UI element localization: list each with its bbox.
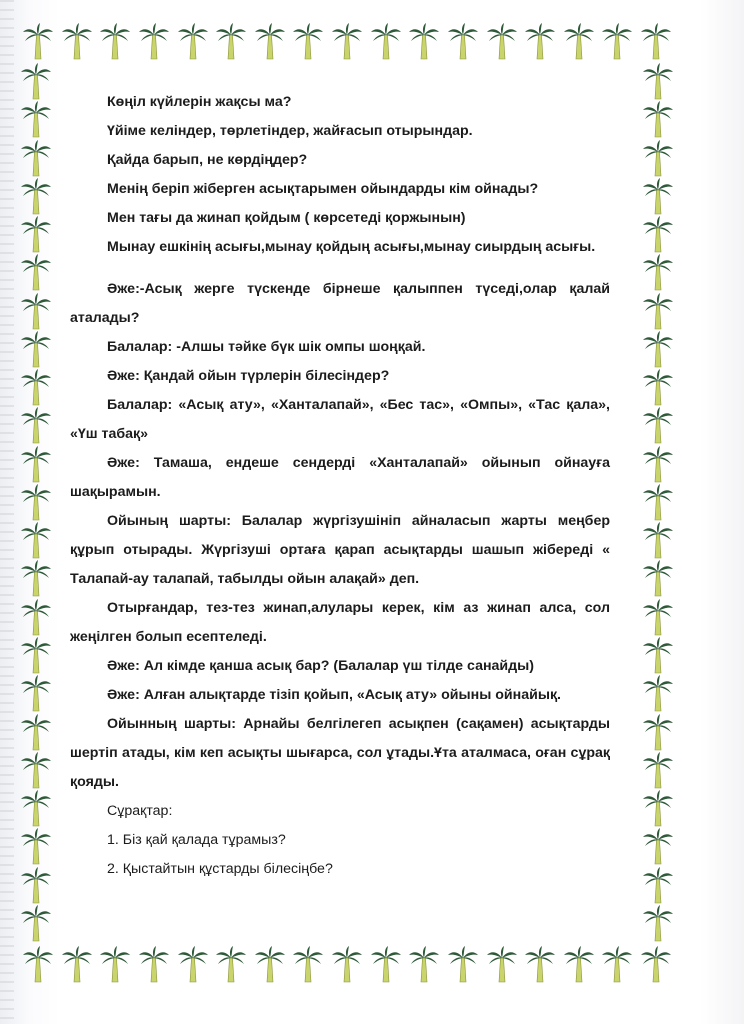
palm-tree-icon [61,945,93,983]
paragraph: Ойынның шарты: Арнайы белгілегеп асықпен (сақамен) асықтарды шертіп атады, кім кеп асықты шығарса, сол ұтады.Ұта аталмаса, оған сұрақ қояды. [70,716,610,790]
palm-tree-icon [331,22,363,60]
palm-tree-icon [20,751,52,789]
palm-tree-icon [563,22,595,60]
paragraph: Балалар: -Алшы тәйке бүк шік омпы шоңқай. [107,339,426,355]
palm-tree-icon [642,636,674,674]
palm-tree-icon [20,330,52,368]
palm-tree-icon [20,215,52,253]
palm-border-right [642,62,674,942]
palm-tree-icon [642,904,674,942]
palm-tree-icon [642,751,674,789]
paragraph: Қайда барып, не көрдіңдер? [107,152,308,168]
palm-tree-icon [642,598,674,636]
palm-tree-icon [138,22,170,60]
palm-tree-icon [408,945,440,983]
palm-tree-icon [642,177,674,215]
paragraph: Үйіме келіндер, төрлетіндер, жайғасып отырындар. [107,123,473,139]
palm-tree-icon [20,62,52,100]
palm-border-top [22,22,672,60]
palm-tree-icon [642,292,674,330]
palm-tree-icon [640,22,672,60]
palm-tree-icon [20,177,52,215]
palm-tree-icon [215,22,247,60]
palm-tree-icon [292,22,324,60]
palm-tree-icon [254,945,286,983]
palm-tree-icon [20,139,52,177]
palm-border-left [20,62,52,942]
palm-border-bottom [22,945,672,983]
palm-tree-icon [20,789,52,827]
palm-tree-icon [642,827,674,865]
paragraph: Балалар: «Асық ату», «Ханталапай», «Бес тас», «Омпы», «Тас қала», «Үш табақ» [70,397,610,442]
palm-tree-icon [20,598,52,636]
paragraph: Әже: Қандай ойын түрлерін білесіндер? [107,368,390,384]
palm-tree-icon [524,945,556,983]
palm-tree-icon [20,866,52,904]
palm-tree-icon [20,445,52,483]
paragraph: Әже: Алған алықтарде тізіп қойып, «Асық ату» ойыны ойнайық. [107,687,561,703]
paragraph: Әже: Ал кімде қанша асық бар? (Балалар үш тілде санайды) [107,658,534,674]
palm-tree-icon [370,22,402,60]
palm-tree-icon [20,827,52,865]
palm-tree-icon [642,559,674,597]
palm-tree-icon [20,521,52,559]
palm-tree-icon [601,945,633,983]
palm-tree-icon [20,253,52,291]
document-body [70,88,610,884]
palm-tree-icon [20,100,52,138]
palm-tree-icon [524,22,556,60]
paragraph: Әже: Тамаша, ендеше сендерді «Ханталапай» ойынып ойнауға шақырамын. [70,455,610,500]
palm-tree-icon [20,292,52,330]
palm-tree-icon [486,22,518,60]
question-item: 1. Біз қай қалада тұрамыз? [107,832,286,848]
palm-tree-icon [254,22,286,60]
palm-tree-icon [486,945,518,983]
palm-tree-icon [642,406,674,444]
palm-tree-icon [642,866,674,904]
palm-tree-icon [292,945,324,983]
palm-tree-icon [22,945,54,983]
palm-tree-icon [640,945,672,983]
palm-tree-icon [447,22,479,60]
palm-tree-icon [20,406,52,444]
palm-tree-icon [601,22,633,60]
palm-tree-icon [177,22,209,60]
palm-tree-icon [408,22,440,60]
palm-tree-icon [642,445,674,483]
palm-tree-icon [642,215,674,253]
palm-tree-icon [642,330,674,368]
palm-tree-icon [61,22,93,60]
palm-tree-icon [215,945,247,983]
palm-tree-icon [331,945,363,983]
palm-tree-icon [99,22,131,60]
palm-tree-icon [642,100,674,138]
palm-tree-icon [20,559,52,597]
palm-tree-icon [642,789,674,827]
palm-tree-icon [642,253,674,291]
palm-tree-icon [642,62,674,100]
palm-tree-icon [20,904,52,942]
palm-tree-icon [642,713,674,751]
questions-heading: Сұрақтар: [107,803,173,819]
palm-tree-icon [563,945,595,983]
paragraph: Мен тағы да жинап қойдым ( көрсетеді қоржынын) [107,210,466,226]
palm-tree-icon [20,368,52,406]
palm-tree-icon [20,483,52,521]
paragraph: Мынау ешкінің асығы,мынау қойдың асығы,мынау сиырдың асығы. [107,239,596,255]
palm-tree-icon [99,945,131,983]
paragraph: Көңіл күйлерін жақсы ма? [107,94,292,110]
palm-tree-icon [22,22,54,60]
paragraph: Отырғандар, тез-тез жинап,алулары керек, кім аз жинап алса, сол жеңілген болып есептеледі. [70,600,610,645]
palm-tree-icon [20,674,52,712]
palm-tree-icon [370,945,402,983]
question-item: 2. Қыстайтын құстарды білесіңбе? [107,861,333,877]
palm-tree-icon [642,368,674,406]
paragraph: Әже:-Асық жерге түскенде бірнеше қалыппен түседі,олар қалай аталады? [70,281,610,326]
paragraph: Менің беріп жіберген асықтарымен ойындарды кім ойнады? [107,181,539,197]
palm-tree-icon [447,945,479,983]
palm-tree-icon [20,636,52,674]
palm-tree-icon [642,674,674,712]
palm-tree-icon [642,139,674,177]
palm-tree-icon [642,521,674,559]
paragraph: Ойының шарты: Балалар жүргізушініп айналасып жарты меңбер құрып отырады. Жүргізуші ортаға қарап асықтарды шашып жібереді « Талапай-ау талапай, табылды ойын алақай» деп. [70,513,610,587]
palm-tree-icon [177,945,209,983]
spiral-binding [0,0,14,1024]
question-list [70,826,610,884]
palm-tree-icon [20,713,52,751]
palm-tree-icon [642,483,674,521]
palm-tree-icon [138,945,170,983]
